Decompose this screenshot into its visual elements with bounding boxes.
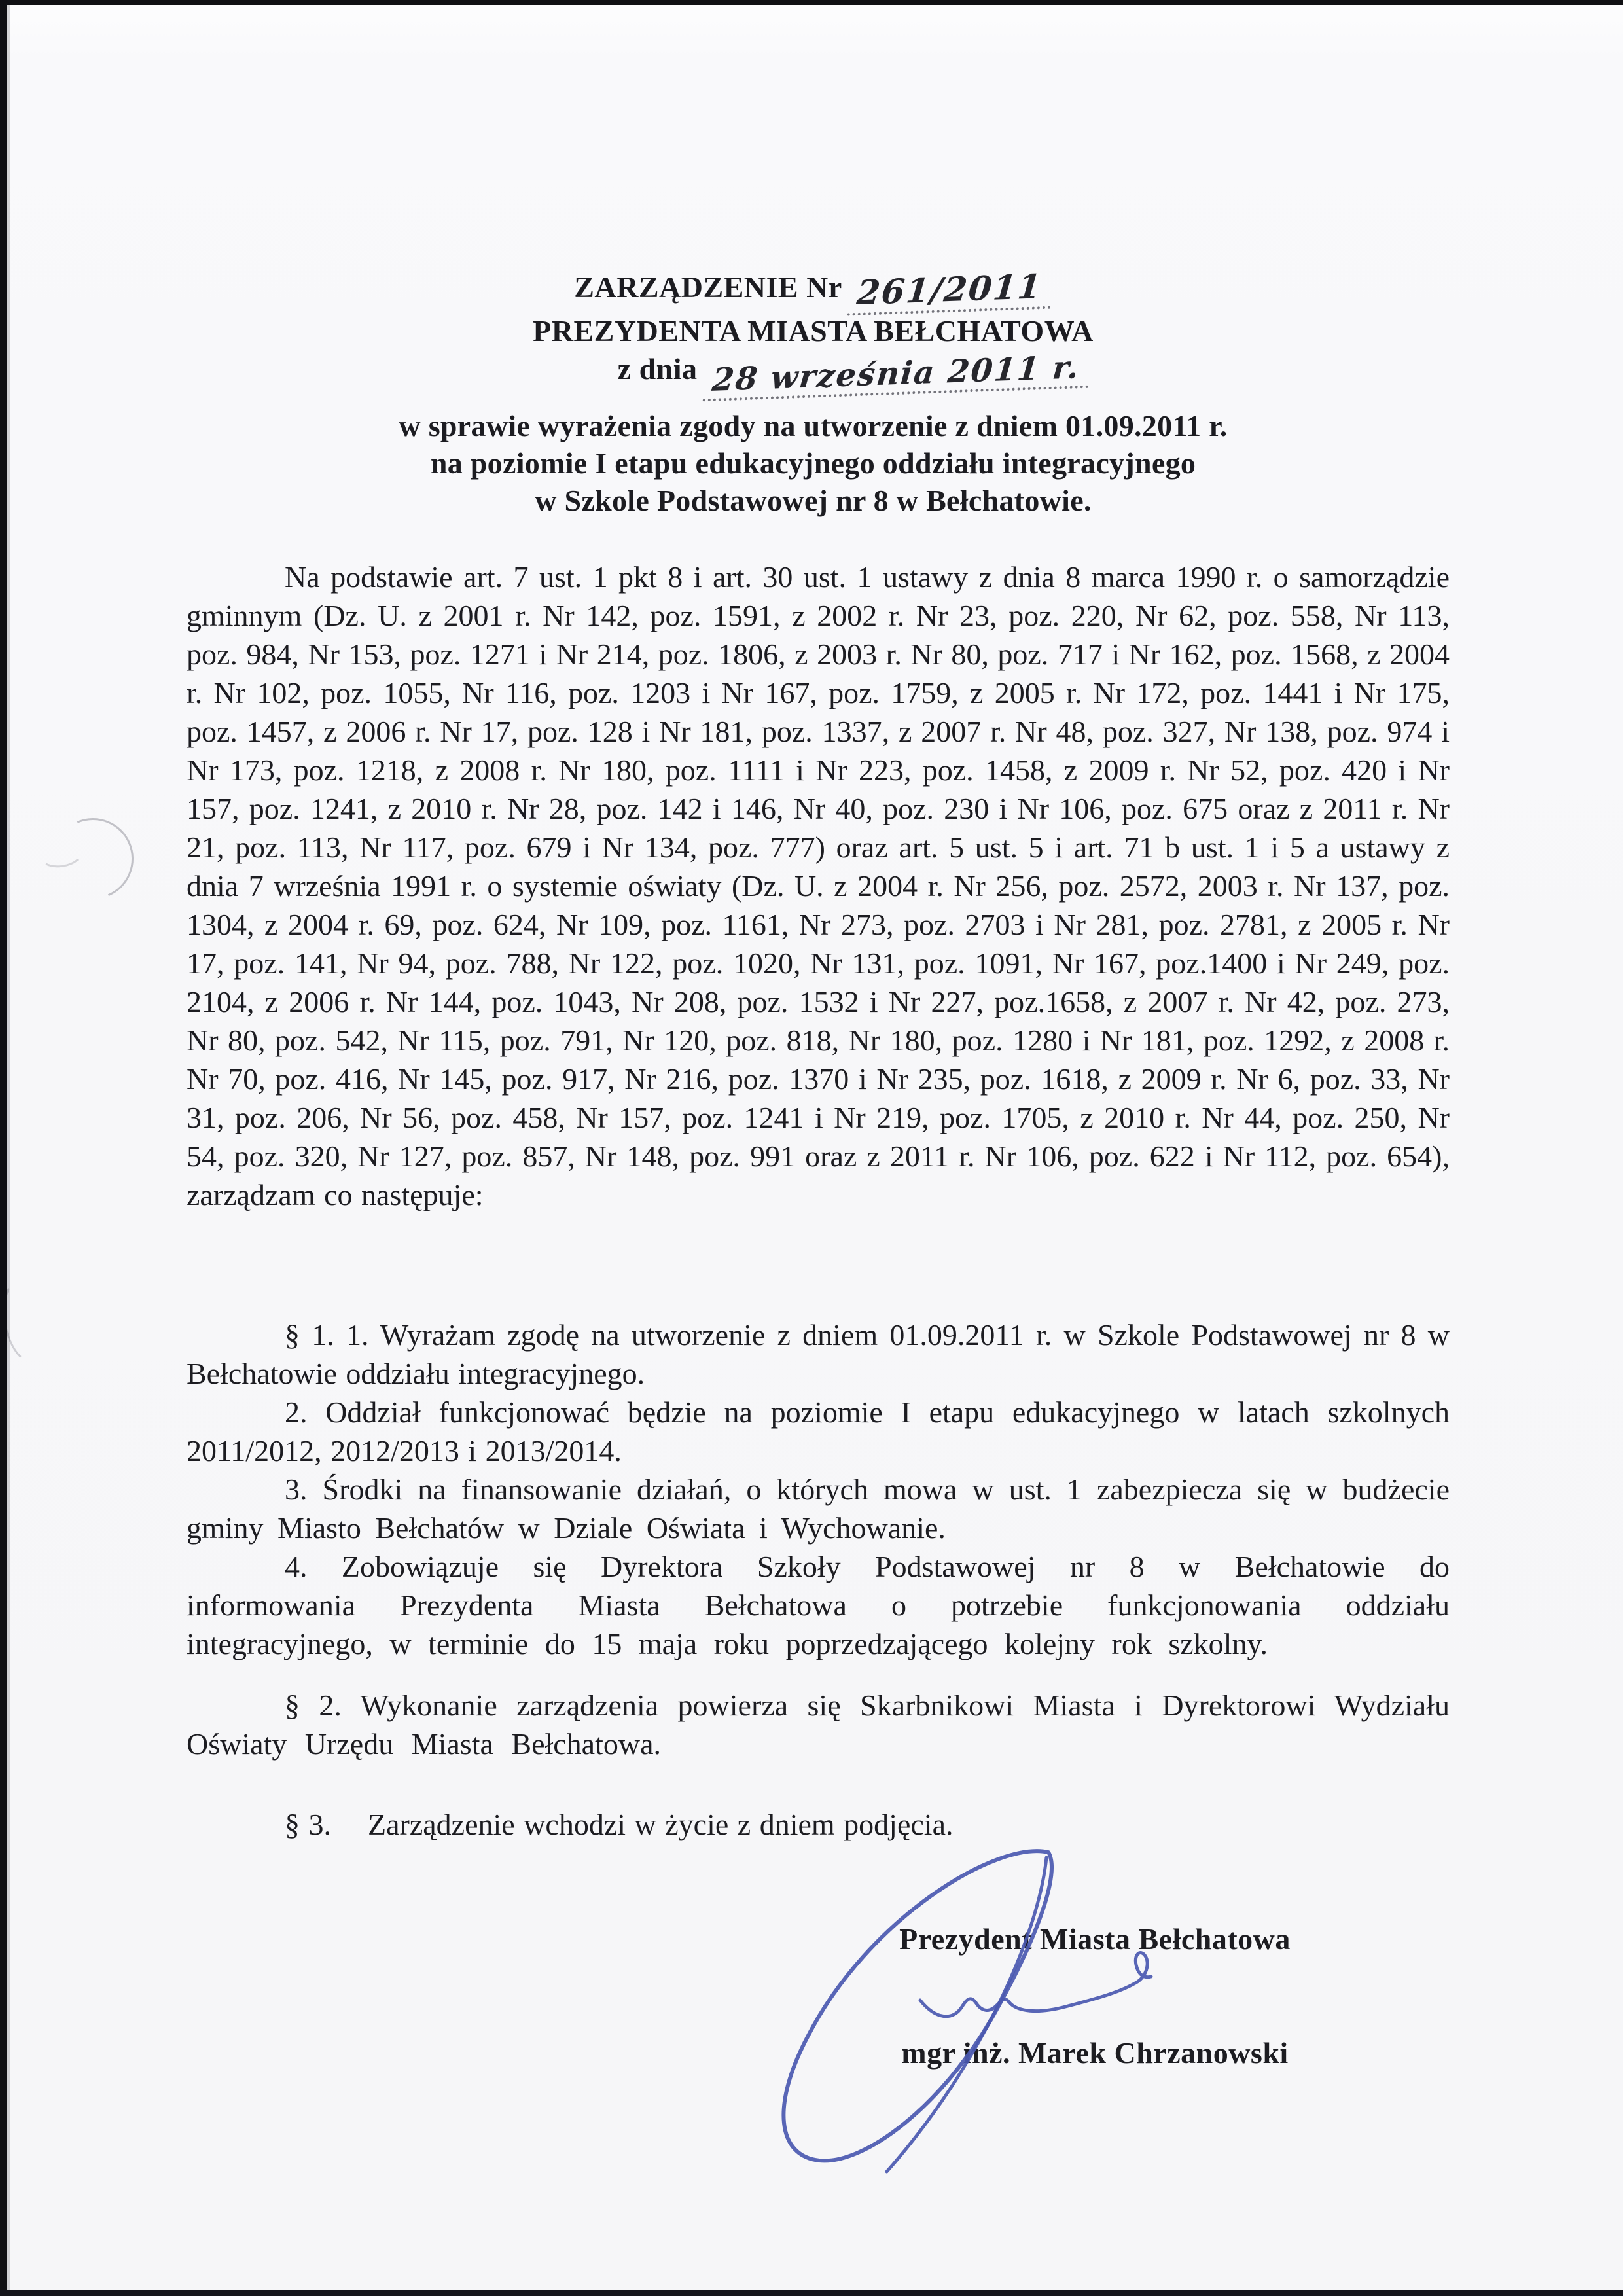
section-1-paragraph-1: § 1. 1. Wyrażam zgodę na utworzenie z dniem 01.09.2011 r. w Szkole Podstawowej nr 8 w Bełchatowie oddziału integracyjnego. [187, 1318, 1450, 1390]
legal-basis-paragraph: Na podstawie art. 7 ust. 1 pkt 8 i art. 30 ust. 1 ustawy z dnia 8 marca 1990 r. o samorządzie gminnym (Dz. U. z 2001 r. Nr 142, poz. 1591, z 2002 r. Nr 23, poz. 220, Nr 62, poz. 558, Nr 113, poz. 984, Nr 153, poz. 1271 i Nr 214, poz. 1806, z 2003 r. Nr 80, poz. 717 i Nr 162, poz. 1568, z 2004 r. Nr 102, poz. 1055, Nr 116, poz. 1203 i Nr 167, poz. 1759, z 2005 r. Nr 172, poz. 1441 i Nr 175, poz. 1457, z 2006 r. Nr 17, poz. 128 i Nr 181, poz. 1337, z 2007 r. Nr 48, poz. 327, Nr 138, poz. 974 i Nr 173, poz. 1218, z 2008 r. Nr 180, poz. 1111 i Nr 223, poz. 1458, z 2009 r. Nr 52, poz. 420 i Nr 157, poz. 1241, z 2010 r. Nr 28, poz. 142 i 146, Nr 40, poz. 230 i Nr 106, poz. 675 oraz z 2011 r. Nr 21, poz. 113, Nr 117, poz. 679 i Nr 134, poz. 777) oraz art. 5 ust. 5 i art. 71 b ust. 1 i 5 a ustawy z dnia 7 września 1991 r. o systemie oświaty (Dz. U. z 2004 r. Nr 256, poz. 2572, 2003 r. Nr 137, poz. 1304, z 2004 r. 69, poz. 624, Nr 109, poz. 1161, Nr 273, poz. 2703 i Nr 281, poz. 2781, z 2005 r. Nr 17, poz. 141, Nr 94, poz. 788, Nr 122, poz. 1020, Nr 131, poz. 1091, Nr 167, poz.1400 i Nr 249, poz. 2104, z 2006 r. Nr 144, poz. 1043, Nr 208, poz. 1532 i Nr 227, poz.1658, z 2007 r. Nr 42, poz. 273, Nr 80, poz. 542, Nr 115, poz. 791, Nr 120, poz. 818, Nr 180, poz. 1280 i Nr 181, poz. 1292, z 2008 r. Nr 70, poz. 416, Nr 145, poz. 917, Nr 216, poz. 1370 i Nr 235, poz. 1618, z 2009 r. Nr 6, poz. 33, Nr 31, poz. 206, Nr 56, poz. 458, Nr 157, poz. 1241 i Nr 219, poz. 1705, z 2010 r. Nr 44, poz. 250, Nr 54, poz. 320, Nr 127, poz. 857, Nr 148, poz. 991 oraz z 2011 r. Nr 106, poz. 622 i Nr 112, poz. 654), zarządzam co następuje: [187, 560, 1450, 1211]
section-2-paragraph: § 2. Wykonanie zarządzenia powierza się Skarbnikowi Miasta i Dyrektorowi Wydziału Oświaty Urzędu Miasta Bełchatowa. [187, 1689, 1450, 1761]
scan-edge-top [0, 0, 1623, 5]
order-number-handwritten: 261/2011 [847, 268, 1054, 315]
scan-edge-left [0, 0, 7, 2296]
subject-line-2: na poziomie I etapu edukacyjnego oddziału integracyjnego [430, 446, 1196, 480]
section-1-paragraph-4: 4. Zobowiązuje się Dyrektora Szkoły Podstawowej nr 8 w Bełchatowie do informowania Prezydenta Miasta Bełchatowa o potrzebie funkcjonowania oddziału integracyjnego, w terminie do 15 maja roku poprzedzającego kolejny rok szkolny. [187, 1550, 1450, 1660]
date-label: z dnia [617, 352, 698, 386]
scan-edge-bottom [0, 2290, 1623, 2296]
date-line [217, 349, 1490, 399]
scan-edge-left-shadow [7, 0, 10, 2296]
section-3-label: § 3. [285, 1808, 331, 1841]
subject-block [177, 407, 1450, 519]
subject-line-1: w sprawie wyrażenia zgody na utworzenie z dniem 01.09.2011 r. [399, 409, 1228, 442]
order-title-line [177, 268, 1450, 312]
date-handwritten: 28 września 2011 r. [702, 350, 1092, 402]
signature-ink [753, 1833, 1185, 2179]
order-label: ZARZĄDZENIE Nr [574, 270, 842, 304]
subject-line-3: w Szkole Podstawowej nr 8 w Bełchatowie. [535, 484, 1092, 517]
section-1-paragraph-2: 2. Oddział funkcjonować będzie na poziomie I etapu edukacyjnego w latach szkolnych 2011/2012, 2012/2013 i 2013/2014. [187, 1395, 1450, 1467]
signature-name: mgr inż. Marek Chrzanowski [901, 2036, 1289, 2070]
signature-role: Prezydent Miasta Bełchatowa [899, 1922, 1291, 1956]
issuer-line: PREZYDENTA MIASTA BEŁCHATOWA [533, 314, 1094, 348]
section-3-text: Zarządzenie wchodzi w życie z dniem podjęcia. [368, 1808, 954, 1841]
document-header [177, 267, 1450, 399]
section-1-paragraph-3: 3. Środki na finansowanie działań, o których mowa w ust. 1 zabezpiecza się w budżecie gminy Miasto Bełchatów w Dziale Oświata i Wychowanie. [187, 1473, 1450, 1545]
